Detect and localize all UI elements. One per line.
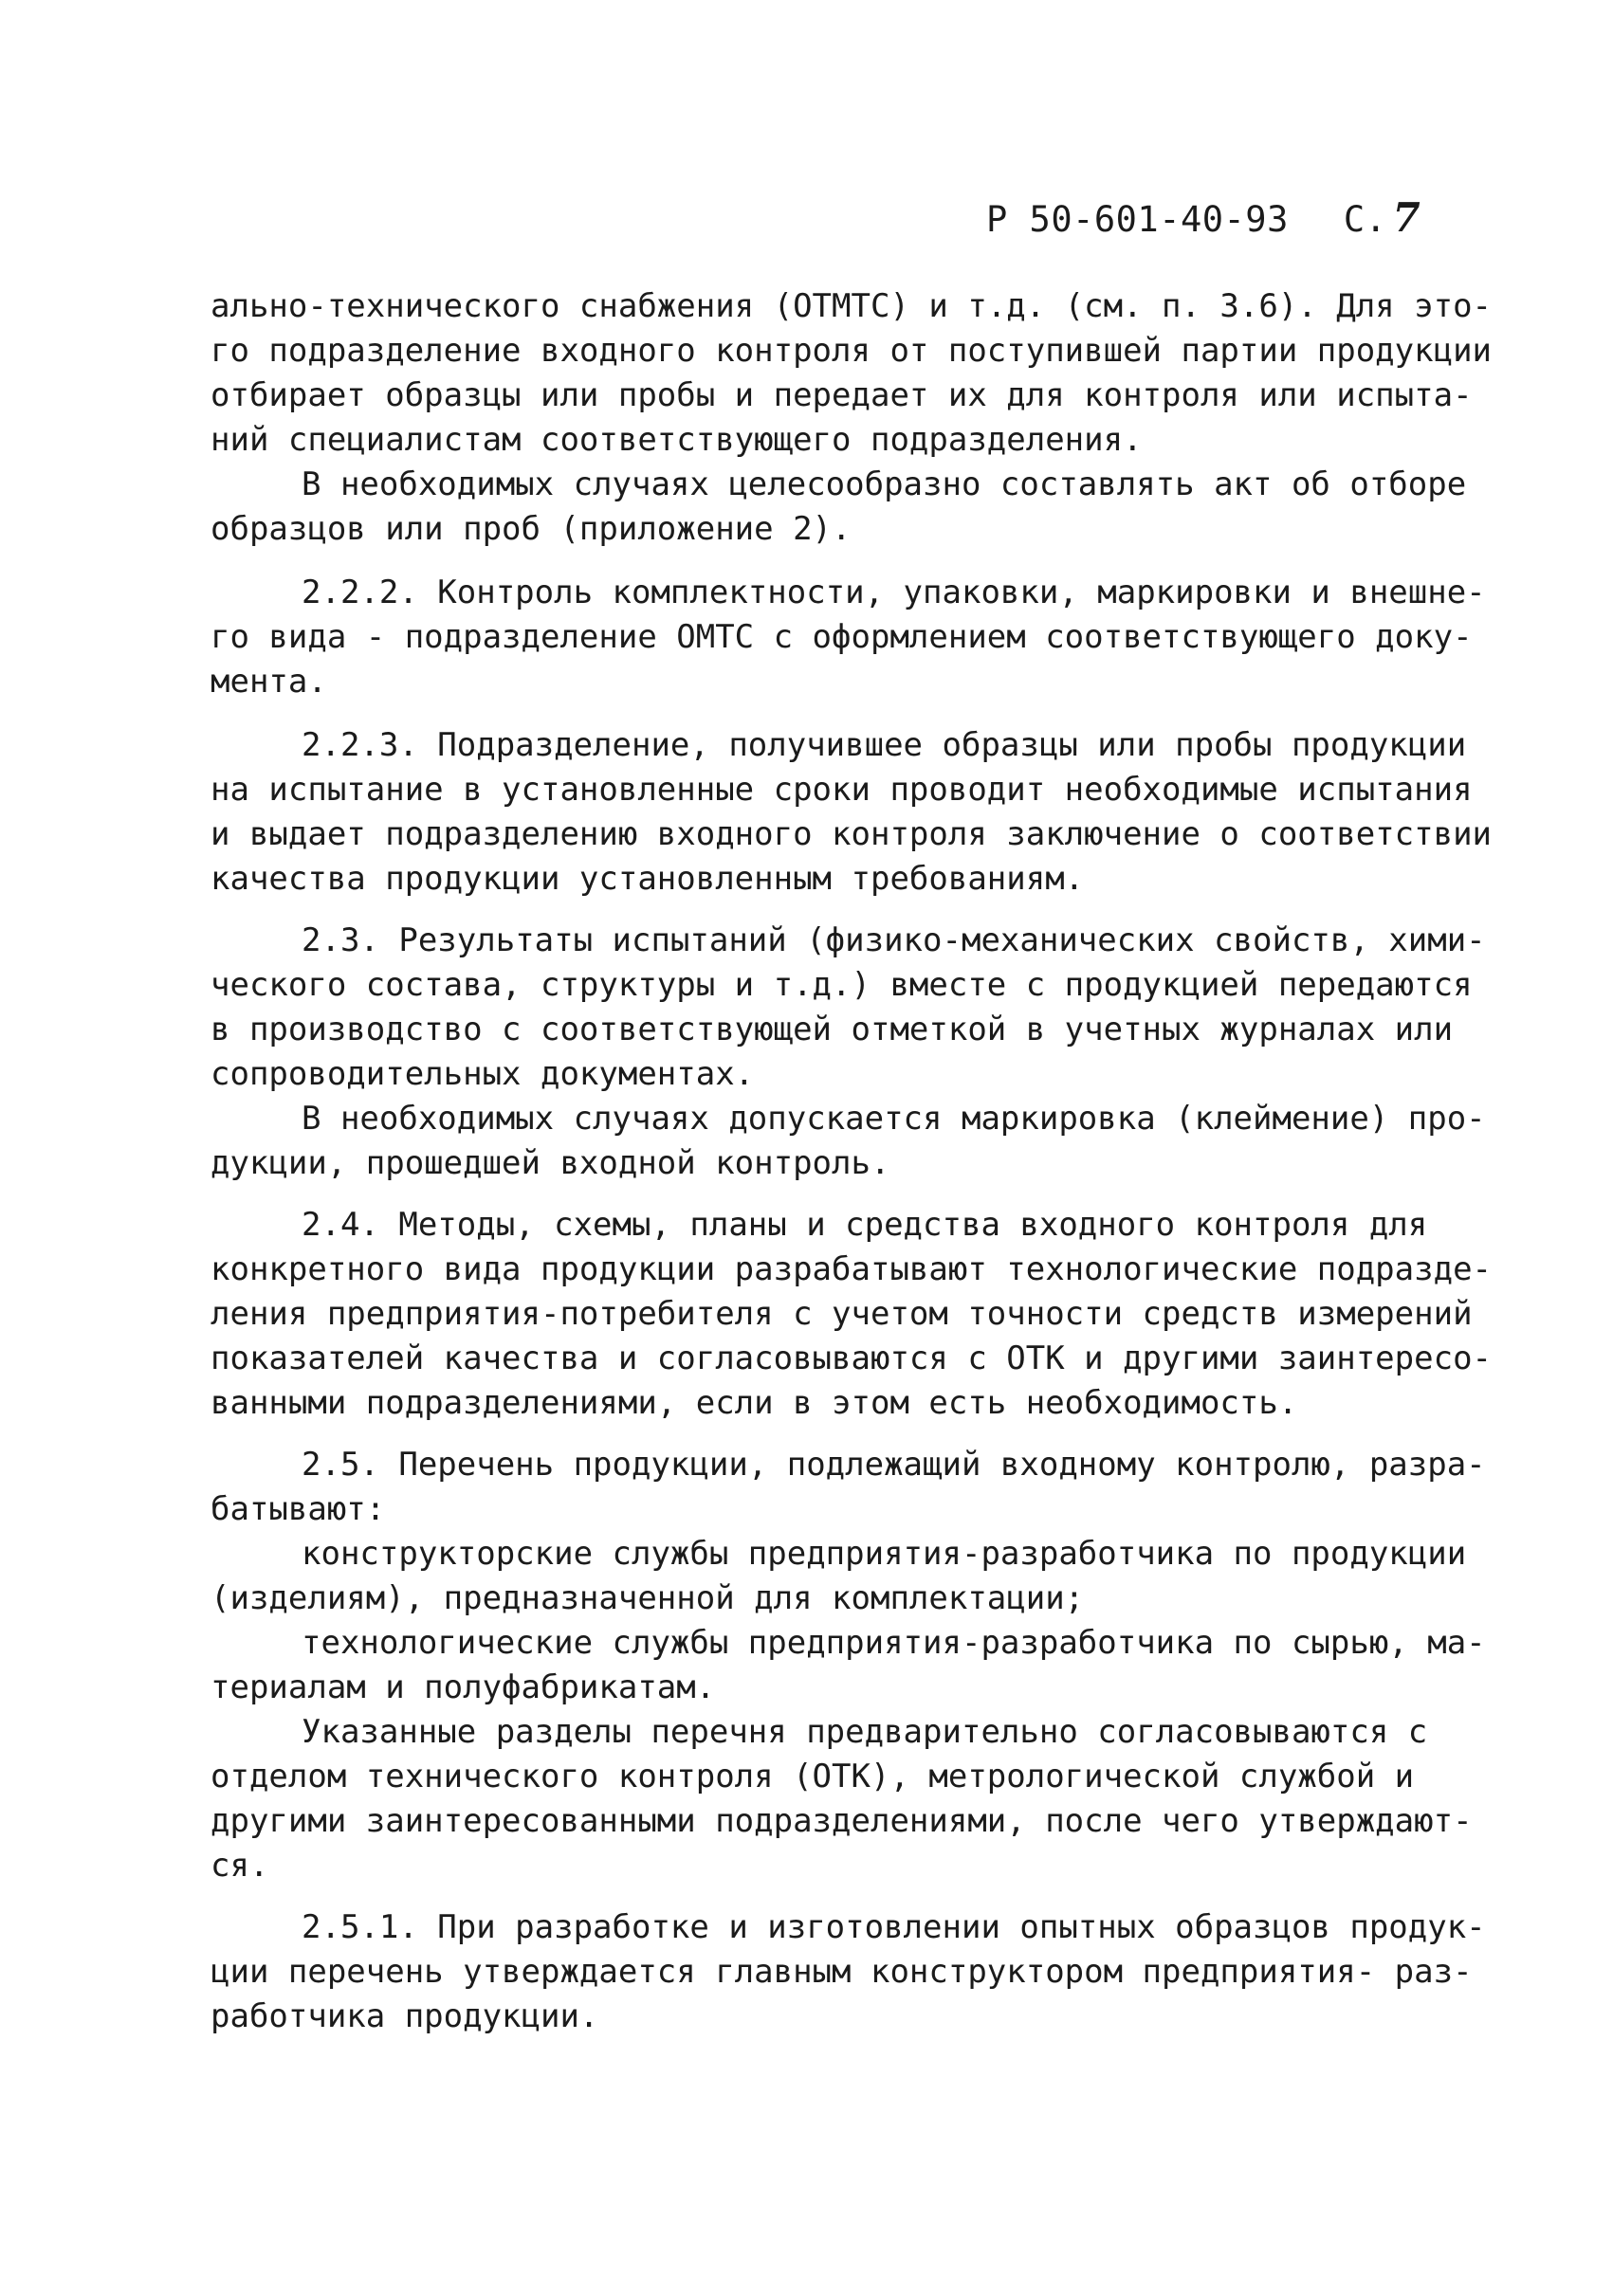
text-line: технологические службы предприятия-разработчика по сырью, ма-: [302, 1624, 1486, 1662]
text-line: ческого состава, структуры и т.д.) вместе с продукцией передаются: [211, 966, 1473, 1004]
text-line: В необходимых случаях целесообразно составлять акт об отборе: [302, 465, 1467, 503]
text-line: батывают:: [211, 1490, 386, 1528]
text-line: ции перечень утверждается главным конструктором предприятия- раз-: [211, 1953, 1473, 1991]
text-line: другими заинтересованными подразделениями, после чего утверждают-: [211, 1802, 1473, 1840]
text-line: качества продукции установленным требованиям.: [211, 860, 1085, 898]
text-line: отделом технического контроля (ОТК), метрологической службой и: [211, 1758, 1415, 1795]
document-code: Р 50-601-40-93: [986, 199, 1289, 240]
text-line: в производство с соответствующей отметкой в учетных журналах или: [211, 1011, 1454, 1048]
page-prefix: С.: [1343, 199, 1387, 240]
text-line: В необходимых случаях допускается маркировка (клеймение) про-: [302, 1100, 1486, 1138]
text-line: мента.: [211, 663, 327, 701]
text-line: 2.3. Результаты испытаний (физико-механических свойств, хими-: [302, 921, 1486, 959]
text-line: ванными подразделениями, если в этом есть необходимость.: [211, 1384, 1298, 1422]
text-line: го вида - подразделение ОМТС с оформлением соответствующего доку-: [211, 618, 1473, 656]
text-line: сопроводительных документах.: [211, 1055, 755, 1093]
text-line: работчика продукции.: [211, 1997, 599, 2035]
text-line: и выдает подразделению входного контроля заключение о соответствии: [211, 815, 1493, 853]
text-line: образцов или проб (приложение 2).: [211, 510, 852, 548]
text-line: ально-технического снабжения (ОТМТС) и т.д. (см. п. 3.6). Для это-: [211, 287, 1493, 325]
text-line: конкретного вида продукции разрабатывают технологические подразде-: [211, 1250, 1493, 1288]
text-line: дукции, прошедшей входной контроль.: [211, 1144, 890, 1182]
text-line: 2.2.2. Контроль комплектности, упаковки, маркировки и внешне-: [302, 574, 1486, 611]
text-line: 2.5. Перечень продукции, подлежащий входному контролю, разра-: [302, 1446, 1486, 1484]
page-header: [986, 194, 1421, 241]
text-line: 2.4. Методы, схемы, планы и средства входного контроля для: [302, 1206, 1428, 1244]
text-line: ления предприятия-потребителя с учетом точности средств измерений: [211, 1295, 1473, 1333]
text-line: конструкторские службы предприятия-разработчика по продукции: [302, 1535, 1467, 1573]
text-line: показателей качества и согласовываются с ОТК и другими заинтересо-: [211, 1339, 1493, 1377]
text-line: го подразделение входного контроля от поступившей партии продукции: [211, 332, 1493, 370]
text-line: отбирает образцы или пробы и передает их для контроля или испыта-: [211, 376, 1473, 414]
text-line: Указанные разделы перечня предварительно согласовываются с: [302, 1713, 1428, 1751]
text-line: (изделиям), предназначенной для комплектации;: [211, 1579, 1085, 1617]
text-line: 2.2.3. Подразделение, получившее образцы или пробы продукции: [302, 726, 1467, 764]
text-line: ся.: [211, 1847, 269, 1885]
text-line: 2.5.1. При разработке и изготовлении опытных образцов продук-: [302, 1908, 1486, 1946]
text-line: териалам и полуфабрикатам.: [211, 1668, 716, 1706]
page-number: 7: [1392, 194, 1421, 241]
text-line: ний специалистам соответствующего подразделения.: [211, 421, 1143, 459]
text-line: на испытание в установленные сроки проводит необходимые испытания: [211, 771, 1473, 809]
